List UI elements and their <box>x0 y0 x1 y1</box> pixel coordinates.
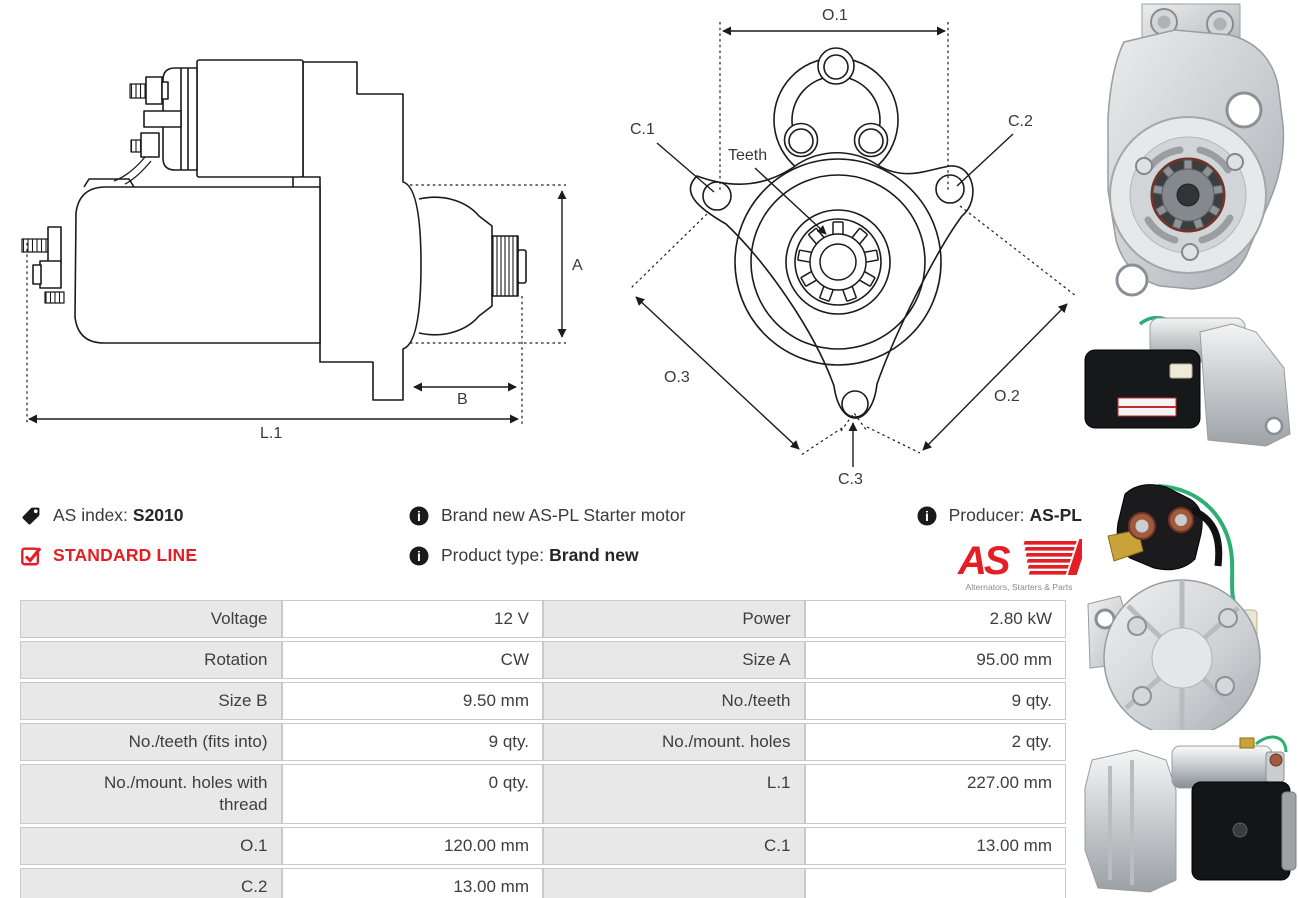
side-view-technical-drawing <box>0 0 600 470</box>
spec-label: No./mount. holes <box>543 723 805 761</box>
starter-front-view-photo <box>1080 0 1298 310</box>
spec-label <box>543 868 805 898</box>
table-row <box>20 723 1066 761</box>
spec-label: Voltage <box>20 600 282 638</box>
producer-value: AS-PL <box>1029 505 1082 525</box>
spec-value: 13.00 mm <box>282 868 544 898</box>
info-icon <box>916 505 938 527</box>
standard-line <box>20 543 408 568</box>
spec-value: 13.00 mm <box>805 827 1067 865</box>
spec-label: Size B <box>20 682 282 720</box>
dim-label-a: A <box>572 257 583 274</box>
starter-rear-solenoid-photo <box>1080 478 1298 730</box>
product-type-label: Product type: <box>441 545 545 565</box>
spec-label: No./teeth (fits into) <box>20 723 282 761</box>
spec-label: Size A <box>543 641 805 679</box>
spec-label: C.1 <box>543 827 805 865</box>
as-index-line <box>20 503 408 528</box>
spec-label: O.1 <box>20 827 282 865</box>
front-view-technical-drawing <box>600 0 1080 500</box>
dim-label-o2: O.2 <box>994 388 1020 405</box>
spec-value: 95.00 mm <box>805 641 1067 679</box>
dim-label-o3: O.3 <box>664 369 690 386</box>
product-photos-column <box>1080 0 1298 898</box>
dim-label-l1: L.1 <box>260 425 283 442</box>
spec-value: CW <box>282 641 544 679</box>
as-index-value: S2010 <box>132 505 184 525</box>
table-row <box>20 641 1066 679</box>
spec-value <box>805 868 1067 898</box>
spec-value: 120.00 mm <box>282 827 544 865</box>
teeth-label: Teeth <box>728 147 768 164</box>
spec-value: 12 V <box>282 600 544 638</box>
description-line <box>408 503 886 528</box>
dim-label-o1: O.1 <box>822 7 848 24</box>
bell-housing-arch <box>774 48 898 168</box>
info-icon <box>408 505 430 527</box>
svg-text:i: i <box>417 507 421 524</box>
product-info-row <box>20 503 1082 595</box>
standard-line-label: STANDARD LINE <box>53 545 198 565</box>
info-icon <box>408 545 430 567</box>
as-pl-logo <box>956 537 1082 595</box>
spec-value: 2.80 kW <box>805 600 1067 638</box>
spec-value: 9 qty. <box>805 682 1067 720</box>
spec-value: 9.50 mm <box>282 682 544 720</box>
product-type-line <box>408 543 886 568</box>
tag-icon <box>20 505 42 527</box>
dim-label-c3: C.3 <box>838 471 863 488</box>
product-description: Brand new AS-PL Starter motor <box>441 505 686 525</box>
dim-label-c1: C.1 <box>630 121 655 138</box>
producer-label: Producer: <box>948 505 1025 525</box>
spec-table <box>20 597 1066 898</box>
table-row <box>20 764 1066 824</box>
spec-label: L.1 <box>543 764 805 824</box>
as-pl-logo-text: AS <box>958 539 1008 583</box>
dim-label-b: B <box>457 391 468 408</box>
table-row <box>20 600 1066 638</box>
spec-label: C.2 <box>20 868 282 898</box>
table-row <box>20 682 1066 720</box>
checkbox-checked-icon <box>20 545 42 567</box>
spec-value: 9 qty. <box>282 723 544 761</box>
table-row <box>20 827 1066 865</box>
dim-label-c2: C.2 <box>1008 113 1033 130</box>
product-type-value: Brand new <box>549 545 639 565</box>
spec-value: 227.00 mm <box>805 764 1067 824</box>
svg-text:i: i <box>924 507 929 524</box>
as-pl-logo-tagline: Alternators, Starters & Parts <box>965 582 1073 592</box>
starter-side-view-photo <box>1080 310 1298 450</box>
as-index-label: AS index: <box>53 505 128 525</box>
starter-side-profile-photo <box>1080 730 1298 898</box>
spec-label: No./mount. holes with thread <box>20 764 282 824</box>
table-row <box>20 868 1066 898</box>
spec-value: 2 qty. <box>805 723 1067 761</box>
spec-label: Rotation <box>20 641 282 679</box>
producer-line <box>916 503 1082 528</box>
svg-text:i: i <box>417 547 421 564</box>
spec-value: 0 qty. <box>282 764 544 824</box>
starter-side-outline <box>22 60 526 400</box>
spec-label: Power <box>543 600 805 638</box>
spec-label: No./teeth <box>543 682 805 720</box>
